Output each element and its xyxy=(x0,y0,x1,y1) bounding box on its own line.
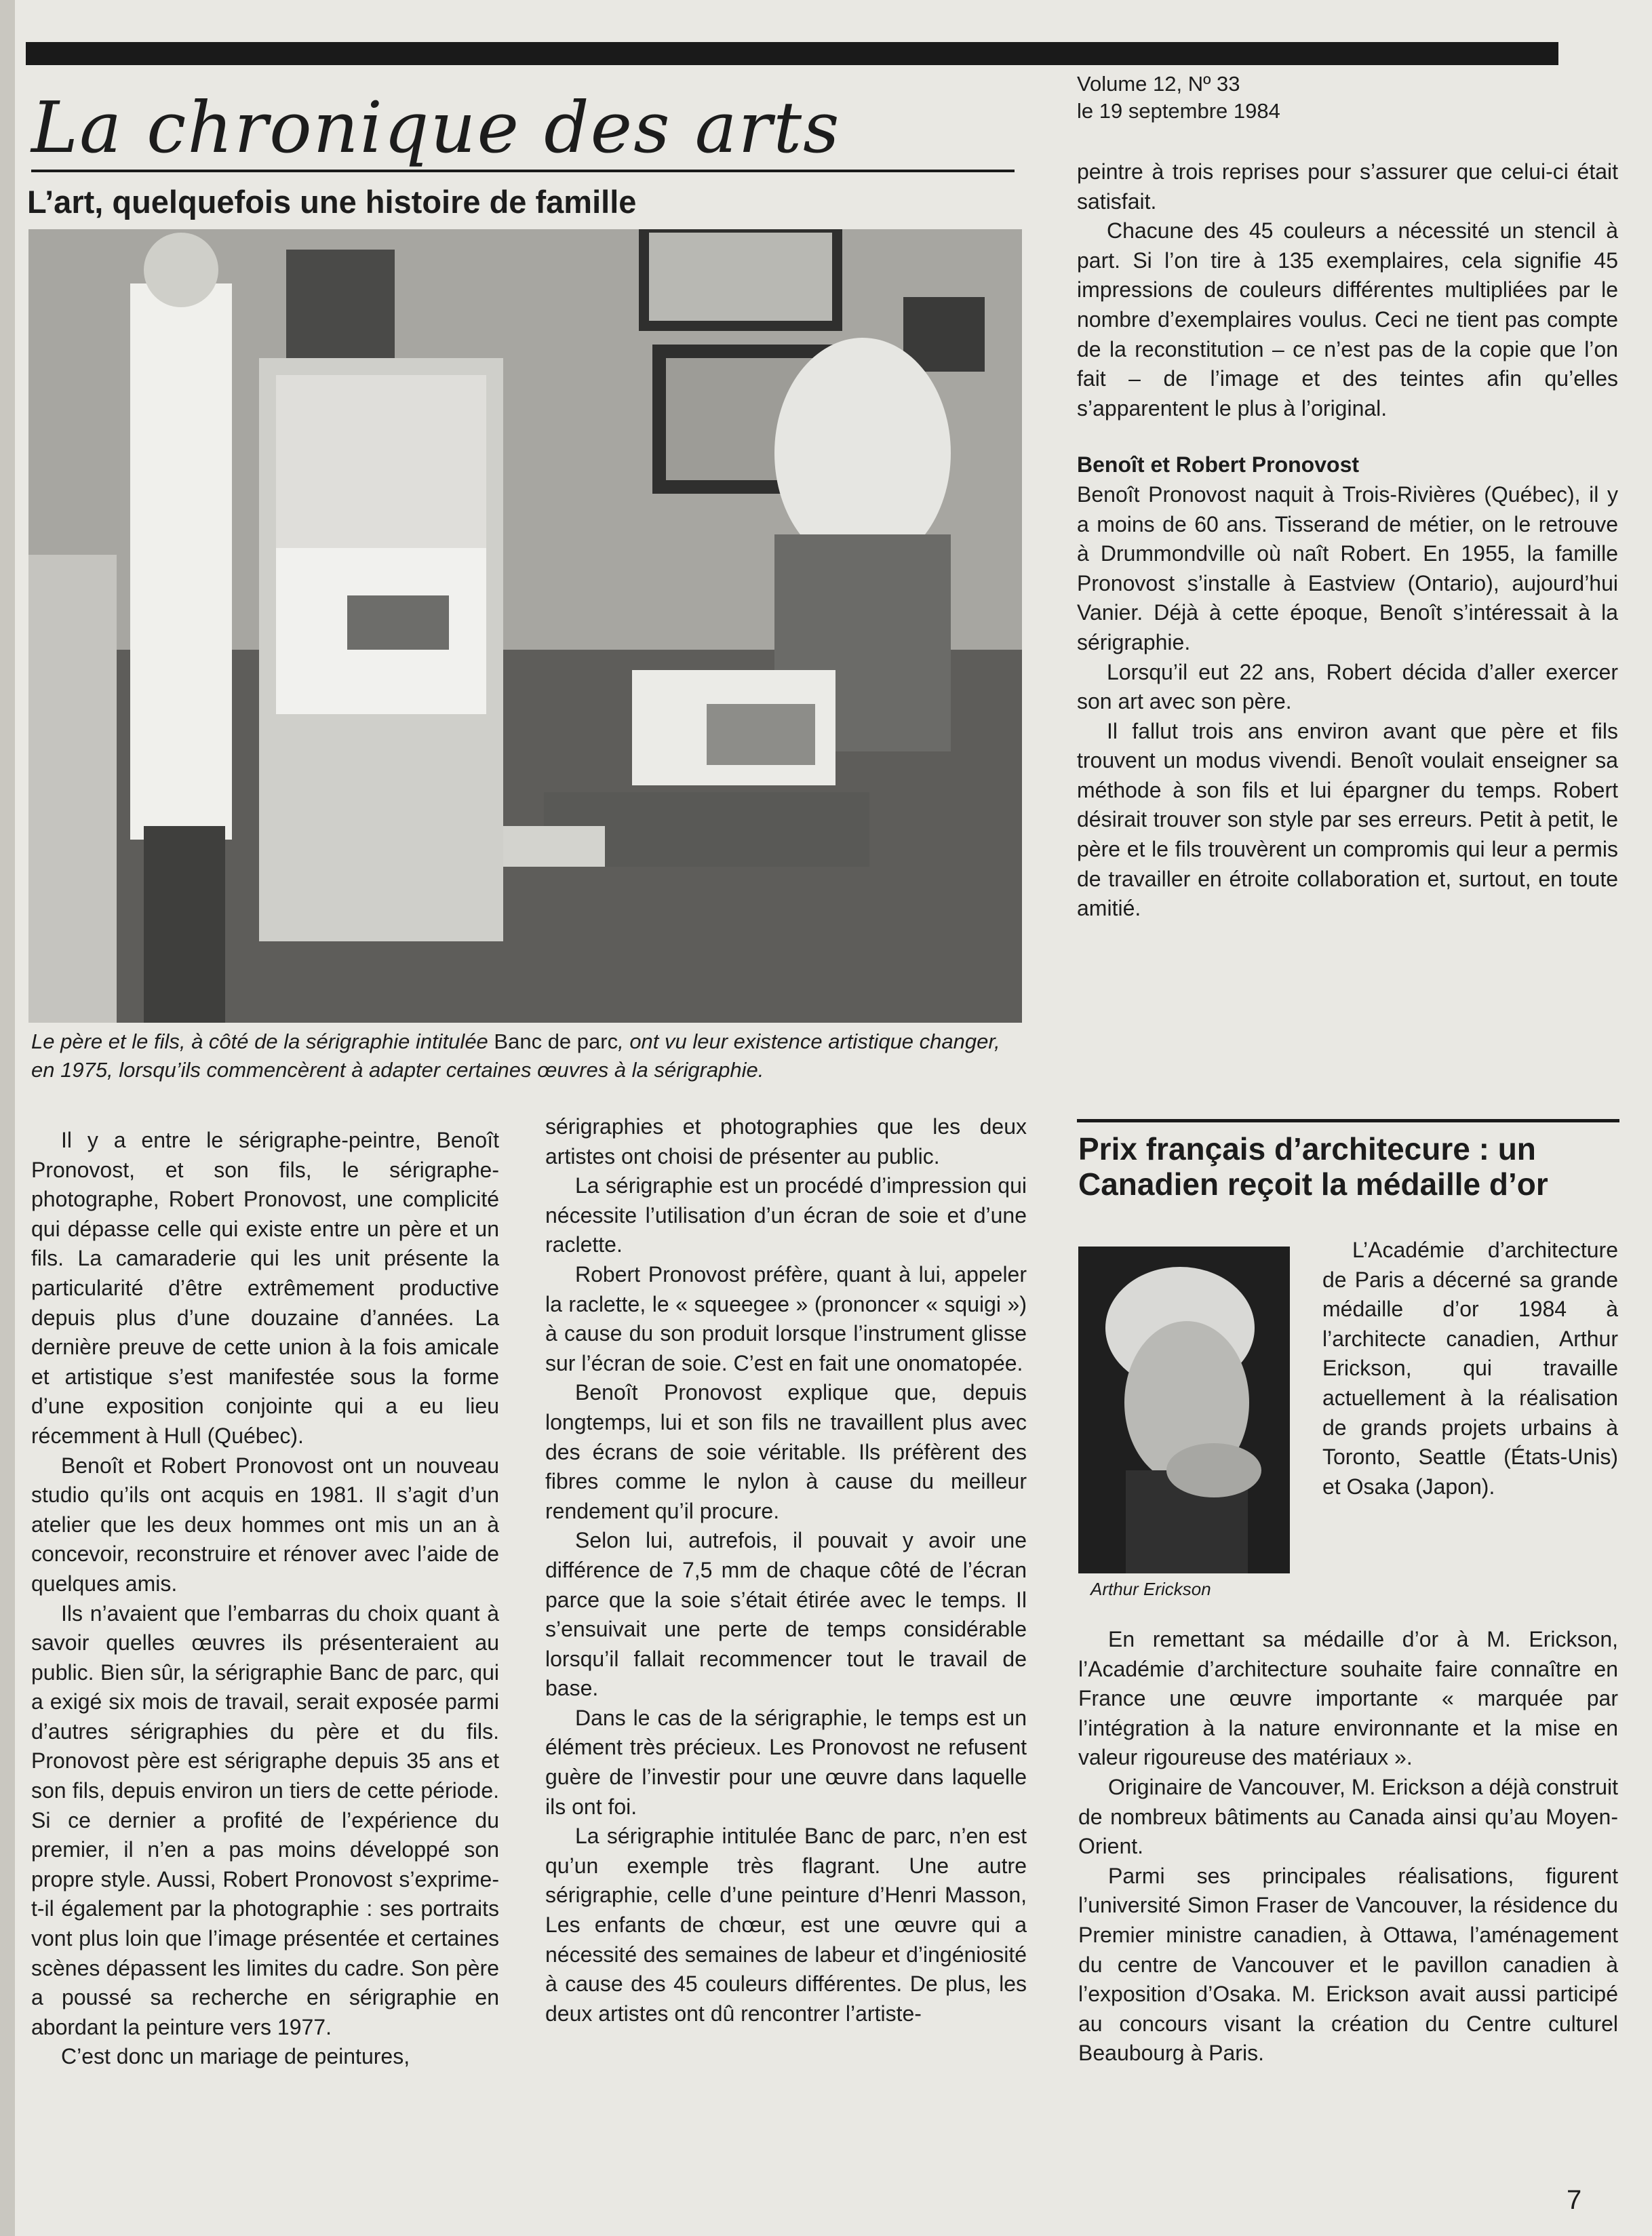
article-column-3 xyxy=(1077,157,1618,924)
studio-photo-image xyxy=(28,229,1022,1023)
photo-caption xyxy=(31,1027,1021,1084)
article-column-1 xyxy=(31,1126,499,2072)
paragraph: La sérigraphie est un procédé d’impression qui nécessite l’utilisation d’un écran de soie et d’une raclette. xyxy=(545,1173,1027,1257)
section-subhead: Benoît et Robert Pronovost xyxy=(1077,452,1360,477)
sidebar-rule xyxy=(1077,1119,1619,1122)
sidebar-headline: Prix français d’architecure : un Canadien reçoit la médaille d’or xyxy=(1078,1131,1548,1202)
paragraph: Benoît Pronovost naquit à Trois-Rivières (Québec), il y a moins de 60 ans. Tisserand de métier, on le retrouve à Drummondville où naît Robert. En 1955, la famille Pronovost s’installe à Eastview (Ontario), aujourd’hui Vanier. Déjà à cette époque, Benoît s’intéressait à la sérigraphie. xyxy=(1077,482,1618,654)
article-headline: L’art, quelquefois une histoire de famille xyxy=(27,184,637,220)
paragraph: En remettant sa médaille d’or à M. Erickson, l’Académie d’architecture souhaite faire connaître en France une œuvre importante « marquée par l’intégration à la nature environnante et la mise en valeur rigoureuse des matériaux ». xyxy=(1078,1627,1618,1770)
caption-text-end: , ont vu leur existence artistique changer, en 1975, lorsqu’ils commencèrent à adapter certaines œuvres à la sérigraphie. xyxy=(31,1029,1000,1082)
paragraph: Benoît et Robert Pronovost ont un nouveau studio qu’ils ont acquis en 1981. Il s’agit d’un atelier que les deux hommes ont mis un an à concevoir, reconstruire et rénover avec l’aide de quelques amis. xyxy=(31,1453,499,1596)
issue-date: le 19 septembre 1984 xyxy=(1077,99,1280,123)
paragraph: Il y a entre le sérigraphe-peintre, Benoît Pronovost, et son fils, le sérigraphe-photographe, Robert Pronovost, une complicité qui dépasse celle qui existe entre un père et un fils. La camaraderie qui les unit présente la particularité d’être extrêmement productive depuis plus d’une douzaine d’années. La dernière preuve de cette union à la fois amicale et artistique s’est manifestée sous la forme d’une exposition conjointe qui a eu lieu récemment à Hull (Québec). xyxy=(31,1128,499,1448)
caption-text-start: Le père et le fils, à côté de la sérigraphie intitulée xyxy=(31,1029,494,1053)
sidebar-column-bottom xyxy=(1078,1625,1618,2068)
paragraph: Parmi ses principales réalisations, figurent l’université Simon Fraser de Vancouver, la résidence du Premier ministre canadien, à Ottawa, l’aménagement du centre de Vancouver et le pavillon canadien à l’exposition d’Osaka. M. Erickson avait aussi participé au concours visant la création du Centre culturel Beaubourg à Paris. xyxy=(1078,1863,1618,2066)
top-rule-bar xyxy=(26,42,1558,65)
portrait-caption: Arthur Erickson xyxy=(1090,1579,1211,1599)
article-column-2 xyxy=(545,1112,1027,2028)
paragraph: Il fallut trois ans environ avant que père et fils trouvent un modus vivendi. Benoît voulait enseigner sa méthode à son fils et lui épargner du temps. Robert désirait trouver son style par ses erreurs. Petit à petit, le père et le fils trouvèrent un compromis qui leur a permis de travailler en étroite collaboration et, surtout, en toute amitié. xyxy=(1077,718,1618,921)
issue-info xyxy=(1077,71,1280,125)
paragraph: Benoît Pronovost explique que, depuis longtemps, lui et son fils ne travaillent plus avec des écrans de soie véritable. Ils préfèrent des fibres comme le nylon à cause du meilleur rendement qu’il procure. xyxy=(545,1380,1027,1523)
paragraph: Originaire de Vancouver, M. Erickson a déjà construit de nombreux bâtiments au Canada ainsi qu’au Moyen-Orient. xyxy=(1078,1774,1618,1859)
sidebar-column-top xyxy=(1322,1236,1618,1502)
paragraph: Dans le cas de la sérigraphie, le temps est un élément très précieux. Les Pronovost ne refusent guère de l’investir pour une œuvre dans laquelle ils ont foi. xyxy=(545,1705,1027,1819)
caption-artwork-title: Banc de parc xyxy=(494,1029,618,1053)
paragraph: Selon lui, autrefois, il pouvait y avoir une différence de 7,5 mm de chaque côté de l’écran parce que la soie s’était étirée avec le temps. Il s’ensuivait une perte de temps considérable lorsqu’il fallait recommencer tout le travail de base. xyxy=(545,1528,1027,1701)
issue-volume: Volume 12, Nº 33 xyxy=(1077,72,1240,96)
masthead-rule xyxy=(31,170,1015,172)
paragraph: Robert Pronovost préfère, quant à lui, appeler la raclette, le « squeegee » (prononcer « squigi ») à cause du son produit lorsque l’instrument glisse sur l’écran de soie. C’est en fait une onomatopée. xyxy=(545,1261,1027,1375)
paragraph: Chacune des 45 couleurs a nécessité un stencil à part. Si l’on tire à 135 exemplaires, cela signifie 45 impressions de couleurs différentes multipliées par le nombre d’exemplaires voulus. Ceci ne tient pas compte de la reconstitution – ce n’est pas de la copie que l’on fait – de l’image et des teintes afin qu’elles s’apparentent le plus à l’original. xyxy=(1077,218,1618,420)
paragraph: L’Académie d’architecture de Paris a décerné sa grande médaille d’or 1984 à l’architecte canadien, Arthur Erickson, qui travaille actuellement à la réalisation de grands projets urbains à Toronto, Seattle (États-Unis) et Osaka (Japon). xyxy=(1322,1238,1618,1499)
paragraph: C’est donc un mariage de peintures, xyxy=(61,2044,410,2069)
masthead-title: La chronique des arts xyxy=(31,86,841,169)
portrait-image xyxy=(1078,1247,1290,1573)
paragraph: Lorsqu’il eut 22 ans, Robert décida d’aller exercer son art avec son père. xyxy=(1077,659,1618,714)
paragraph: peintre à trois reprises pour s’assurer que celui-ci était satisfait. xyxy=(1077,159,1618,214)
erickson-portrait xyxy=(1078,1247,1290,1573)
paragraph: La sérigraphie intitulée Banc de parc, n’en est qu’un exemple très flagrant. Une autre sérigraphie, celle d’une peinture d’Henri Masson, Les enfants de chœur, est une œuvre qui a nécessité des semaines de labeur et d’ingéniosité à cause des 45 couleurs différentes. De plus, les deux artistes ont dû rencontrer l’artiste- xyxy=(545,1824,1027,2026)
page-edge-shadow xyxy=(0,0,15,2236)
studio-photo xyxy=(28,229,1022,1023)
paragraph: Ils n’avaient que l’embarras du choix quant à savoir quelles œuvres ils présenteraient au public. Bien sûr, la sérigraphie Banc de parc, qui a exigé six mois de travail, serait exposée parmi d’autres sérigraphies du père et du fils. Pronovost père est sérigraphe depuis 35 ans et son fils, depuis environ un tiers de cette période. Si ce dernier a profité de l’expérience du premier, il n’en a pas moins développé son propre style. Aussi, Robert Pronovost s’exprime-t-il également par la photographie : ses portraits vont plus loin que l’image présentée et certaines scènes dépassent les limites du cadre. Son père a poussé sa recherche en sérigraphie en abordant la peinture vers 1977. xyxy=(31,1601,499,2039)
paragraph: sérigraphies et photographies que les deux artistes ont choisi de présenter au public. xyxy=(545,1114,1027,1169)
page-number: 7 xyxy=(1567,2185,1582,2215)
